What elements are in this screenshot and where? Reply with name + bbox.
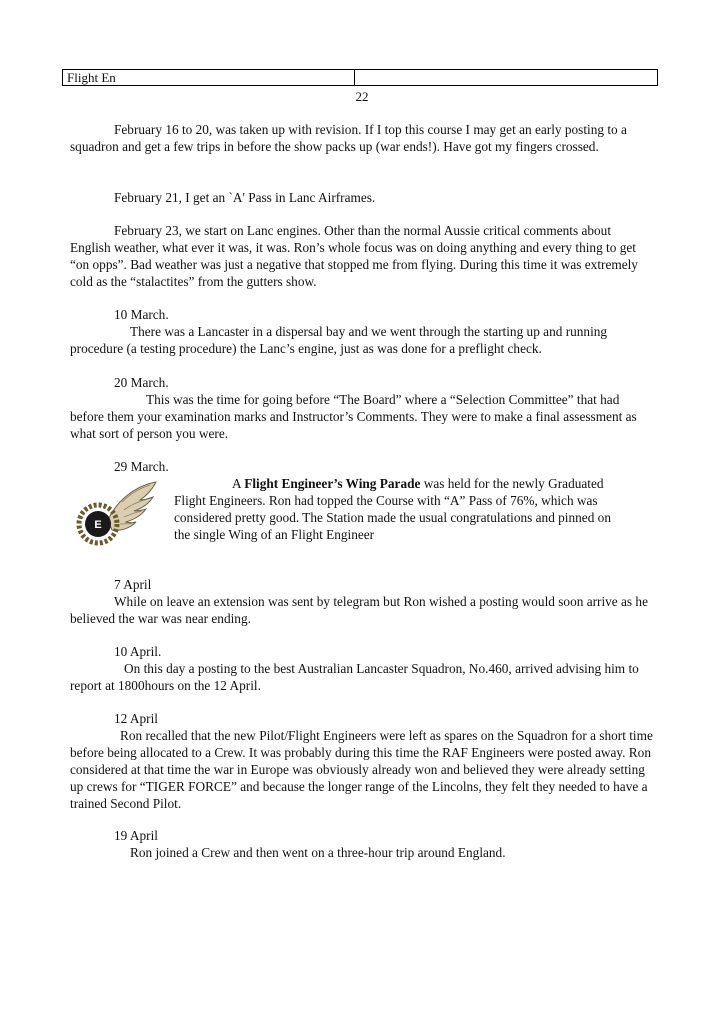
date-mar29: 29 March.	[114, 459, 169, 474]
paragraph-apr12: Ron recalled that the new Pilot/Flight Engineers were left as spares on the Squadron for a short time before being allocated to a Crew. It was probably during this time the RAF Engineers were posted away. Ron considered at that time the war in Europe was obviously already won and believed they were already setting up crews for “TIGER FORCE” and because the longer range of the Lincolns, they felt they needed to have a trained Second Pilot.	[70, 728, 653, 811]
paragraph-mar29-line4: the single Wing of an Flight Engineer	[174, 527, 375, 542]
parade-intro: A	[232, 476, 245, 491]
paragraph-mar29-line2: Flight Engineers. Ron had topped the Course with “A” Pass of 76%, which was	[174, 493, 598, 508]
date-apr19: 19 April	[114, 828, 158, 843]
badge-letter: E	[94, 519, 102, 531]
paragraph-feb21: February 21, I get an `A' Pass in Lanc Airframes.	[114, 190, 376, 205]
date-apr7: 7 April	[114, 577, 152, 592]
date-apr12: 12 April	[114, 711, 158, 726]
paragraph-apr7: While on leave an extension was sent by telegram but Ron wished a posting would soon arrive as he believed the war was near ending.	[70, 594, 648, 626]
date-apr10: 10 April.	[114, 644, 162, 659]
paragraph-feb23: February 23, we start on Lanc engines. Other than the normal Aussie critical comments about English weather, what ever it was, it was. Ron’s whole focus was on doing anything and every thing to get “on opps”. Bad weather was just a negative that stopped me from flying. During this time it was extremely cold as the “stalactites” from the gutters show.	[70, 223, 638, 289]
paragraph-apr10: On this day a posting to the best Australian Lancaster Squadron, No.460, arrived advising him to report at 1800hours on the 12 April.	[70, 661, 639, 693]
date-mar20: 20 March.	[114, 375, 169, 390]
header-table	[62, 69, 658, 86]
flight-engineer-wing-badge-icon	[76, 480, 158, 550]
paragraph-mar10: There was a Lancaster in a dispersal bay and we went through the starting up and running procedure (a testing procedure) the Lanc’s engine, just as was done for a preflight check.	[70, 324, 608, 356]
paragraph-mar20: This was the time for going before “The Board” where a “Selection Committee” that had before them your examination marks and Instructor’s Comments. They were to make a final assessment as what sort of person you were.	[70, 392, 637, 441]
paragraph-mar29-line3: considered pretty good. The Station made the usual congratulations and pinned on	[174, 510, 611, 525]
paragraph-apr19: Ron joined a Crew and then went on a three-hour trip around England.	[130, 845, 506, 860]
parade-bold-title: Flight Engineer’s Wing Parade	[244, 476, 421, 491]
header-cell-left: Flight En	[63, 70, 355, 85]
parade-first-rest: was held for the newly Graduated	[420, 476, 604, 491]
date-mar10: 10 March.	[114, 307, 169, 322]
page-number: 22	[355, 89, 369, 104]
paragraph-feb16: February 16 to 20, was taken up with revision. If I top this course I may get an early posting to a squadron and get a few trips in before the show packs up (war ends!). Have got my fingers crossed.	[70, 122, 627, 154]
header-cell-right	[355, 70, 657, 85]
paragraph-mar29-line1	[174, 475, 654, 492]
